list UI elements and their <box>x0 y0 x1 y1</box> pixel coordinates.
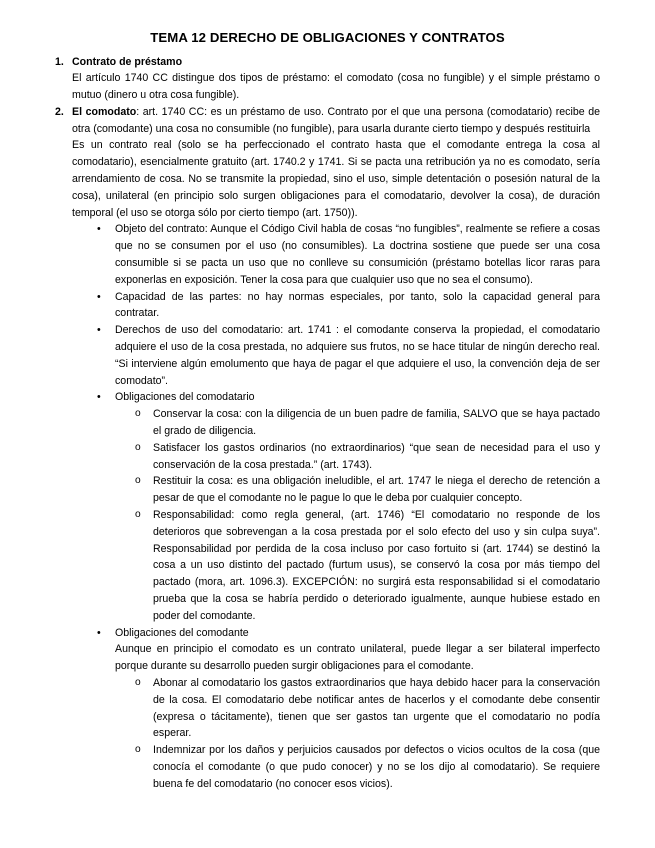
section-2-heading <box>72 104 600 138</box>
bullet-obligaciones-del-comodatario <box>96 389 600 624</box>
sub-bullet-abonar-gastos-extraordinarios <box>135 675 600 742</box>
circle-bullet-icon: o <box>135 676 141 688</box>
circle-bullet-icon: o <box>135 408 141 420</box>
bullet-objeto-del-contrato <box>96 221 600 288</box>
bullet-text: Obligaciones del comodatario <box>115 391 255 404</box>
sub-bullet-text: Abonar al comodatario los gastos extraordinarios que haya debido hacer para la conservación de la cosa. El comodatario debe notificar antes de hacerlos y el comodante debe consentir (expresa o tácitamente), tienen que ser gastos tan urgente que el comodatario no podía esperar. <box>153 676 600 740</box>
list-number-marker: 1. <box>55 55 64 68</box>
sub-bullet-responsabilidad <box>135 507 600 625</box>
bullet-text: Objeto del contrato: Aunque el Código Civil habla de cosas “no fungibles”, realmente se refiere a cosas que no se consumen por el uso (no consumibles). La doctrina sostiene que puede ser una cosa consumible si se pacta un uso que no conlleve su consumición (préstamo botellas licor raras para exponerlas en exposición. Tener la cosa para que cualquier uso que no sea el consumo). <box>115 223 600 286</box>
circle-bullet-icon: o <box>135 509 141 521</box>
circle-bullet-icon: o <box>135 475 141 487</box>
numbered-item-1 <box>55 54 600 104</box>
sub-bullet-conservar-la-cosa <box>135 406 600 440</box>
bullet-capacidad-de-las-partes <box>96 289 600 323</box>
sub-bullet-list <box>135 406 600 624</box>
bullet-obligaciones-del-comodante <box>96 625 600 793</box>
section-1-heading-text: Contrato de préstamo <box>72 55 183 68</box>
bullet-list <box>96 221 600 792</box>
document-outline <box>55 54 600 793</box>
disc-bullet-icon: • <box>97 391 101 404</box>
disc-bullet-icon: • <box>97 290 101 303</box>
numbered-item-2 <box>55 104 600 222</box>
sub-bullet-satisfacer-gastos-ordinarios <box>135 440 600 474</box>
circle-bullet-icon: o <box>135 441 141 453</box>
sub-bullet-text: Conservar la cosa: con la diligencia de un buen padre de familia, SALVO que se haya pactado el grado de diligencia. <box>153 408 600 438</box>
bullet-text: Obligaciones del comodante <box>115 626 249 639</box>
disc-bullet-icon: • <box>97 626 101 639</box>
section-2-paragraph: Es un contrato real (solo se ha perfeccionado el contrato hasta que el comodante entrega la cosa al comodatario), esencialmente gratuito (art. 1740.2 y 1741. Si se pacta una retribución ya no es comodato, sería arrendamiento de cosa. No se transmite la propiedad, sino el uso, simple detentación o posesión natural de la cosa), unilateral (en principio solo surgen obligaciones para el comodatario, devolver la cosa), de duración temporal (el uso se otorga sólo por cierto tiempo (art. 1750)). <box>72 139 600 219</box>
sub-bullet-text: Satisfacer los gastos ordinarios (no extraordinarios) “que sean de necesidad para el uso y conservación de la cosa prestada.” (art. 1743). <box>153 441 600 471</box>
list-number-marker: 2. <box>55 105 64 118</box>
circle-bullet-icon: o <box>135 744 141 756</box>
bullet-note: Aunque en principio el comodato es un contrato unilateral, puede llegar a ser bilateral imperfecto porque durante su desarrollo pueden surgir obligaciones para el comodante. <box>115 643 600 673</box>
section-2-heading-text: El comodato <box>72 105 137 118</box>
bullet-text: Derechos de uso del comodatario: art. 1741 : el comodante conserva la propiedad, el comodatario adquiere el uso de la cosa prestada, no adquiere sus frutos, no se hace titular de ningún derecho real. “Si interviene algún emolumento que haya de pagar el que adquiere el uso, la convención deja de ser comodato”. <box>115 324 600 387</box>
disc-bullet-icon: • <box>97 324 101 337</box>
section-1-heading <box>72 54 600 71</box>
page-title: TEMA 12 DERECHO DE OBLIGACIONES Y CONTRATOS <box>150 30 505 45</box>
sub-bullet-restituir-la-cosa <box>135 473 600 507</box>
section-2-heading-rest: : art. 1740 CC: es un préstamo de uso. Contrato por el que una persona (comodatario) recibe de otra (comodante) una cosa no consumible (no fungible), para usarla durante cierto tiempo y después restituirla <box>72 105 600 135</box>
sub-bullet-list <box>135 675 600 793</box>
sub-bullet-text: Responsabilidad: como regla general, (art. 1746) “El comodatario no responde de los deterioros que sobrevengan a la cosa prestada por el solo efecto del uso y sin culpa suya”. Responsabilidad por perdida de la cosa incluso por caso fortuito si (art. 1744) se destinó la cosa a un uso distinto del pactado (furtum usus), se conservó la cosa por más tiempo del pactado (mora, art. 1096.3). EXCEPCIÓN: no surgirá esta responsabilidad si el comodatario prueba que la cosa se habría perdido o deteriorado igualmente, aunque hubiese estado en poder del comodante. <box>153 509 600 622</box>
bullet-text: Capacidad de las partes: no hay normas especiales, por tanto, solo la capacidad general para contratar. <box>115 290 600 320</box>
sub-bullet-indemnizar-danos-perjuicios <box>135 742 600 792</box>
sub-bullet-text: Indemnizar por los daños y perjuicios causados por defectos o vicios ocultos de la cosa (que conocía el comodante (o que pudo conocer) y no se los dijo al comodatario). Se requiere buena fe del comodatario (no conocer esos vicios). <box>153 744 600 790</box>
sub-bullet-text: Restituir la cosa: es una obligación ineludible, el art. 1747 le niega el derecho de retención a pesar de que el comodante no le pague lo que le deba por cualquier concepto. <box>153 475 600 505</box>
disc-bullet-icon: • <box>97 223 101 236</box>
bullet-derechos-de-uso <box>96 322 600 389</box>
section-1-paragraph: El artículo 1740 CC distingue dos tipos de préstamo: el comodato (cosa no fungible) y el simple préstamo o mutuo (dinero u otra cosa fungible). <box>72 72 600 102</box>
